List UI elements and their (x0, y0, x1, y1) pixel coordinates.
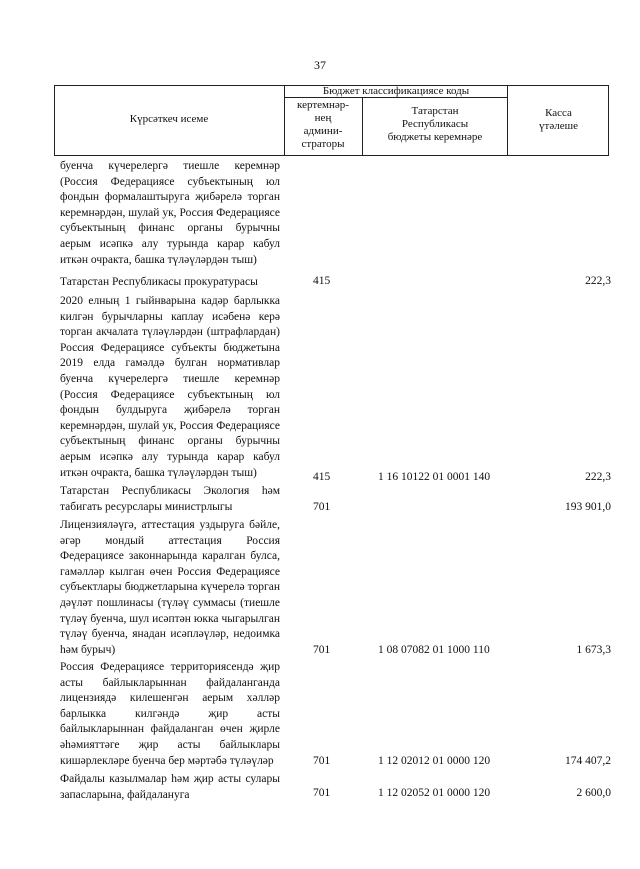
row-admin: 701 (313, 501, 331, 513)
row-admin: 701 (313, 755, 331, 767)
row-amount: 193 901,0 (565, 501, 611, 513)
row-name: Лицензияләүгә, аттестация уздыруга бәйле, әгәр мондый аттестация Россия Федерациясе законнарында каралган булса, гамәлләр кылган өчен Россия Федерациясе субъектлары бюджетларына күчерелә торган дәүләт пошлинасы (түләү суммасы (тиешле түләү буенча, шул исәптән юкка чыгарылган түләү буенча, янадан исәпләүләр, недоимка һәм бурыч) (60, 519, 280, 656)
header-indicator: Күрсәткеч исеме (129, 113, 209, 125)
header-cash: Касса үтәлеше (539, 107, 578, 132)
row-amount: 222,3 (585, 275, 611, 287)
row-name: Файдалы казылмалар һәм җир асты сулары запасларына, файдалануга (60, 773, 280, 801)
header-bottom-line (54, 155, 609, 156)
row-admin: 415 (313, 275, 331, 287)
row-code: 1 16 10122 01 0001 140 (378, 471, 491, 483)
row-code: 1 08 07082 01 1000 110 (378, 644, 490, 656)
page-number: 37 (314, 58, 326, 72)
header-budget-code: Бюджет классификациясе коды (322, 85, 470, 97)
row-admin: 415 (313, 471, 331, 483)
row-name: Татарстан Республикасы Экология һәм табигать ресурслары министрлыгы (60, 485, 280, 513)
row-amount: 2 600,0 (576, 787, 611, 799)
row-amount: 1 673,3 (576, 644, 611, 656)
row-code: 1 12 02052 01 0000 120 (378, 787, 491, 799)
row-name: 2020 елның 1 гыйнварына кадәр барлыкка килгән бурычларны каплау исәбенә керә торган акчалата түләүләрдән (штрафлардан) Россия Федерациясе субъекты бюджетына 2019 елда гамәлдә булган нормативлар буенча күчерелергә тиешле керемнәр (Россия Федерациясе субъектының юл фондын булдыруга җибәрелә торган керемнәрдән, шулай ук, Россия Федерациясе субъектының финанс органы бурычны аерым исәпкә алу турында карар кабул иткән очракта, башка түләүләрдән тыш) (60, 295, 280, 479)
header-revenue-code: Татарстан Республикасы бюджеты керемнәре (387, 105, 483, 143)
row-name: Россия Федерациясе территориясендә җир асты байлыкларыннан файдаланганда лицензиядә килешенгән аерым хәлләр барлыкка килгәндә җир асты байлыкларыннан файдаланган өчен җирле әһәмияттәге җир асты байлыклары кишәрлекләре буенча бер мәртәбә түләүләр (60, 661, 280, 767)
row-admin: 701 (313, 644, 331, 656)
table-header (54, 85, 609, 156)
header-admin-code: кертемнәр- нең админи- страторы (297, 99, 349, 150)
row-amount: 222,3 (585, 471, 611, 483)
row-name: Татарстан Республикасы прокуратурасы (60, 276, 258, 288)
row-name: буенча күчерелергә тиешле керемнәр (Россия Федерациясе субъектының юл фондын формалаштыруга җибәрелә торган керемнәрдән, шулай ук, Россия Федерациясе субъектының финанс органы бурычны аерым исәпкә алу турында карар кабул иткән очракта, башка түләүләрдән тыш) (60, 160, 280, 266)
row-admin: 701 (313, 787, 331, 799)
row-code: 1 12 02012 01 0000 120 (378, 755, 491, 767)
row-amount: 174 407,2 (565, 755, 611, 767)
